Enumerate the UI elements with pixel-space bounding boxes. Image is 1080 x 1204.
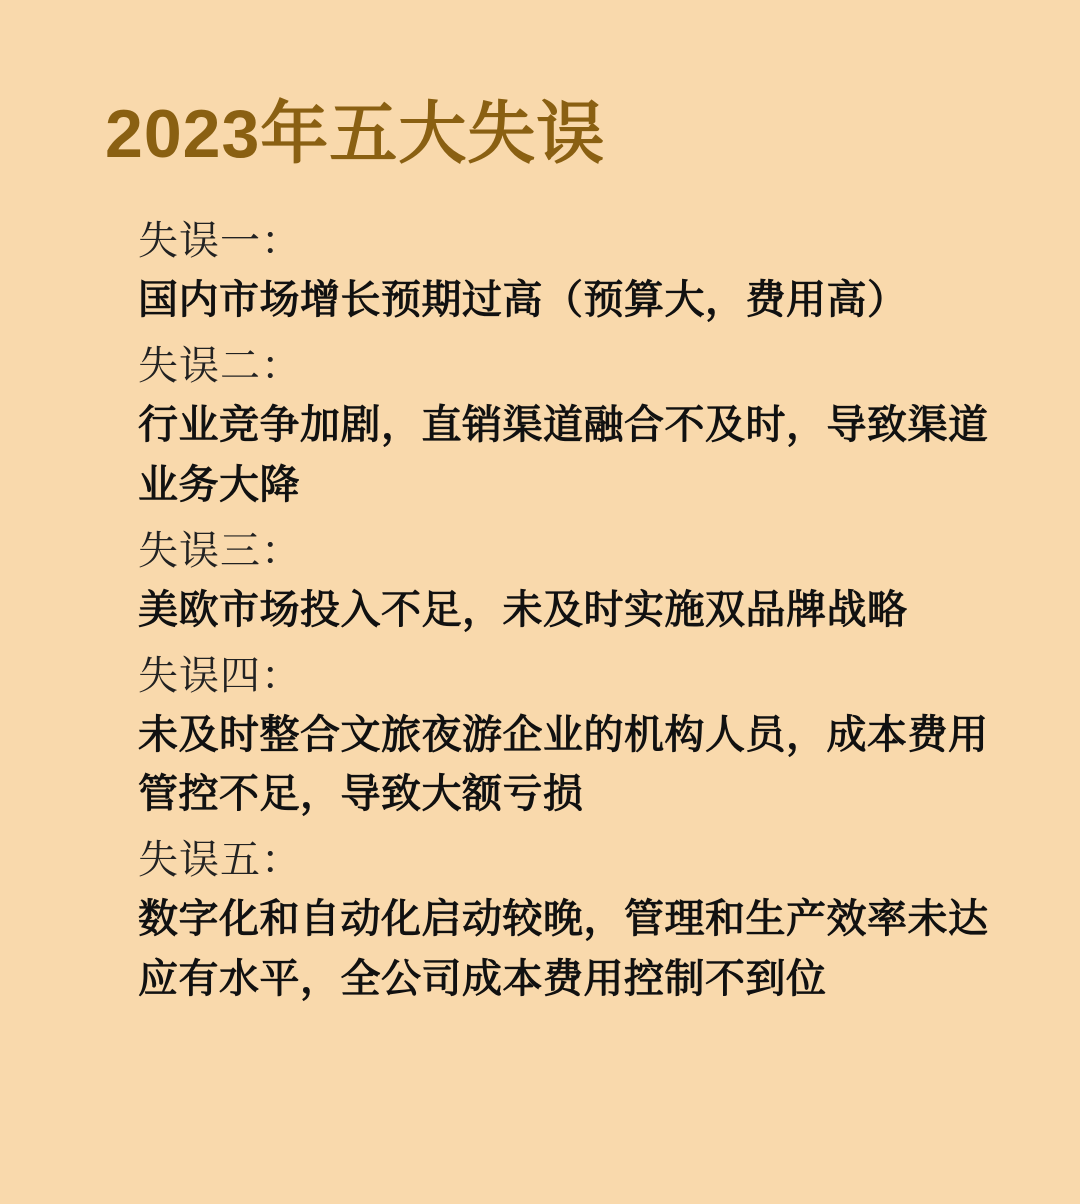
list-item [138,211,1020,330]
list-item-label: 失误一： [138,219,302,264]
list-item [138,521,1020,640]
list-item-label: 失误三： [138,528,302,573]
list-item [138,336,1020,514]
list-item-text: 行业竞争加剧，直销渠道融合不及时，导致渠道业务大降 [138,403,989,507]
list-item-text: 美欧市场投入不足，未及时实施双品牌战略 [138,587,908,632]
list-item-label: 失误四： [138,653,302,698]
list-item-label: 失误二： [138,344,302,389]
list-item [138,830,1020,1008]
list-item-text: 国内市场增长预期过高（预算大，费用高） [138,278,908,323]
list-item [138,646,1020,824]
page-title: 2023年五大失误 [105,96,606,172]
list-item-text: 数字化和自动化启动较晚，管理和生产效率未达应有水平，全公司成本费用控制不到位 [138,897,989,1001]
list-item-label: 失误五： [138,838,302,883]
list-item-text: 未及时整合文旅夜游企业的机构人员，成本费用管控不足，导致大额亏损 [138,712,989,817]
mistake-list [60,211,1020,1009]
